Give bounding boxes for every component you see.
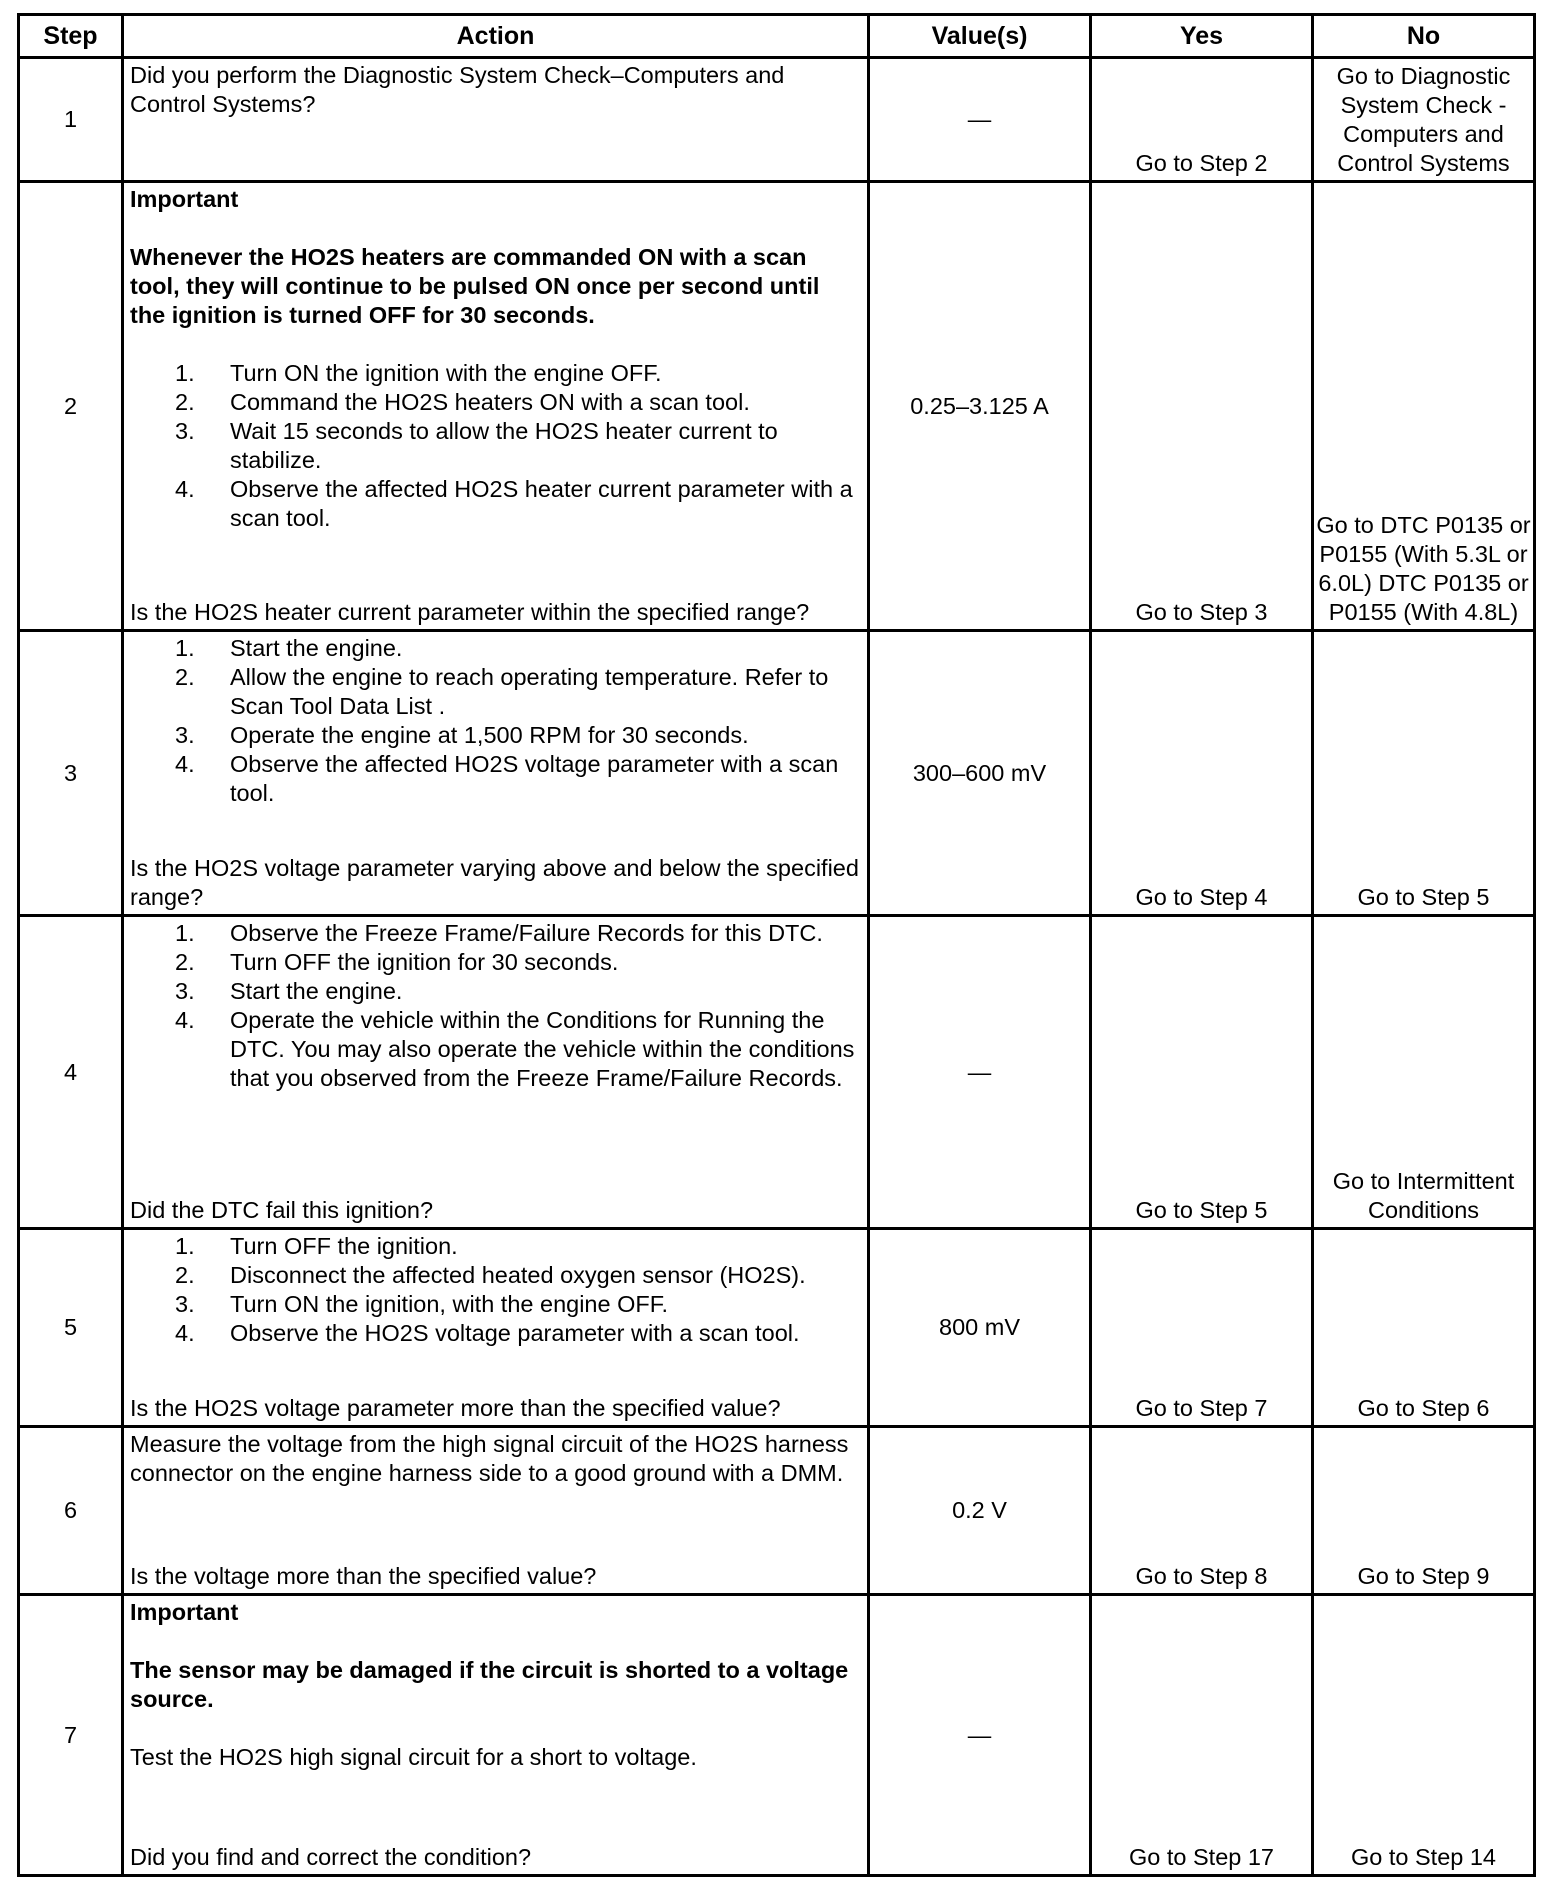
important-text: The sensor may be damaged if the circuit is shorted to a voltage source.	[130, 1657, 849, 1712]
yes-link[interactable]: Go to Step 8	[1091, 1427, 1313, 1595]
table-row	[19, 1427, 1535, 1595]
table-row	[19, 631, 1535, 916]
table-row	[19, 58, 1535, 182]
step-number: 6	[19, 1427, 123, 1595]
list-item: Observe the affected HO2S heater current parameter with a scan tool.	[230, 476, 853, 531]
procedure-list	[130, 359, 861, 533]
action-cell	[123, 916, 869, 1229]
yes-link[interactable]: Go to Step 3	[1091, 182, 1313, 631]
question-text: Is the HO2S heater current parameter within the specified range?	[130, 599, 810, 625]
step-number: 3	[19, 631, 123, 916]
header-row	[19, 15, 1535, 58]
list-item: Start the engine.	[230, 635, 403, 661]
value-cell: —	[869, 916, 1091, 1229]
step-number: 4	[19, 916, 123, 1229]
list-item: Turn OFF the ignition.	[230, 1233, 458, 1259]
question-text: Did the DTC fail this ignition?	[130, 1197, 434, 1223]
value-cell: 0.25–3.125 A	[869, 182, 1091, 631]
important-title: Important	[130, 186, 239, 212]
table-row	[19, 182, 1535, 631]
question-text: Did you find and correct the condition?	[130, 1844, 532, 1870]
procedure-list	[130, 919, 861, 1093]
list-item: Turn OFF the ignition for 30 seconds.	[230, 949, 619, 975]
list-item: Observe the Freeze Frame/Failure Records for this DTC.	[230, 920, 823, 946]
question-text: Is the HO2S voltage parameter varying above and below the specified range?	[130, 855, 859, 910]
yes-link[interactable]: Go to Step 5	[1091, 916, 1313, 1229]
no-link[interactable]: Go to Step 5	[1313, 631, 1535, 916]
diagnostic-table	[17, 13, 1536, 1877]
action-text: Measure the voltage from the high signal circuit of the HO2S harness connector on the engine harness side to a good ground with a DMM.	[130, 1431, 849, 1486]
action-text: Test the HO2S high signal circuit for a short to voltage.	[130, 1744, 697, 1770]
yes-link[interactable]: Go to Step 7	[1091, 1229, 1313, 1427]
list-item: Allow the engine to reach operating temperature. Refer to Scan Tool Data List .	[230, 664, 829, 719]
header-no: No	[1313, 15, 1535, 58]
list-item: Observe the affected HO2S voltage parameter with a scan tool.	[230, 751, 839, 806]
yes-link[interactable]: Go to Step 2	[1091, 58, 1313, 182]
important-text: Whenever the HO2S heaters are commanded ON with a scan tool, they will continue to be pulsed ON once per second until the ignition is turned OFF for 30 seconds.	[130, 244, 820, 328]
step-number: 1	[19, 58, 123, 182]
action-cell	[123, 631, 869, 916]
yes-link[interactable]: Go to Step 4	[1091, 631, 1313, 916]
no-link[interactable]: Go to Diagnostic System Check - Computers and Control Systems	[1313, 58, 1535, 182]
question-text: Is the voltage more than the specified value?	[130, 1563, 597, 1589]
no-link[interactable]: Go to Step 14	[1313, 1595, 1535, 1876]
value-cell: 300–600 mV	[869, 631, 1091, 916]
value-cell: 800 mV	[869, 1229, 1091, 1427]
header-yes: Yes	[1091, 15, 1313, 58]
value-cell: —	[869, 1595, 1091, 1876]
no-link[interactable]: Go to Step 6	[1313, 1229, 1535, 1427]
table-row	[19, 916, 1535, 1229]
step-number: 7	[19, 1595, 123, 1876]
list-item: Turn ON the ignition, with the engine OFF.	[230, 1291, 669, 1317]
list-item: Operate the engine at 1,500 RPM for 30 seconds.	[230, 722, 749, 748]
action-cell	[123, 182, 869, 631]
list-item: Turn ON the ignition with the engine OFF.	[230, 360, 662, 386]
value-cell: 0.2 V	[869, 1427, 1091, 1595]
action-cell	[123, 1427, 869, 1595]
step-number: 2	[19, 182, 123, 631]
no-link[interactable]: Go to Step 9	[1313, 1427, 1535, 1595]
list-item: Disconnect the affected heated oxygen sensor (HO2S).	[230, 1262, 806, 1288]
action-cell	[123, 1229, 869, 1427]
question-text: Is the HO2S voltage parameter more than the specified value?	[130, 1395, 781, 1421]
action-text: Did you perform the Diagnostic System Check–Computers and Control Systems?	[130, 62, 785, 117]
list-item: Start the engine.	[230, 978, 403, 1004]
table-row	[19, 1229, 1535, 1427]
header-step: Step	[19, 15, 123, 58]
list-item: Wait 15 seconds to allow the HO2S heater current to stabilize.	[230, 418, 778, 473]
procedure-list	[130, 1232, 861, 1348]
header-values: Value(s)	[869, 15, 1091, 58]
action-cell	[123, 58, 869, 182]
table-row	[19, 1595, 1535, 1876]
procedure-list	[130, 634, 861, 808]
no-link[interactable]: Go to Intermittent Conditions	[1313, 916, 1535, 1229]
list-item: Observe the HO2S voltage parameter with a scan tool.	[230, 1320, 800, 1346]
action-cell	[123, 1595, 869, 1876]
value-cell: —	[869, 58, 1091, 182]
list-item: Command the HO2S heaters ON with a scan tool.	[230, 389, 750, 415]
important-title: Important	[130, 1599, 239, 1625]
step-number: 5	[19, 1229, 123, 1427]
yes-link[interactable]: Go to Step 17	[1091, 1595, 1313, 1876]
header-action: Action	[123, 15, 869, 58]
list-item: Operate the vehicle within the Conditions for Running the DTC. You may also operate the vehicle within the conditions that you observed from the Freeze Frame/Failure Records.	[230, 1007, 855, 1091]
no-link[interactable]: Go to DTC P0135 or P0155 (With 5.3L or 6.0L) DTC P0135 or P0155 (With 4.8L)	[1313, 182, 1535, 631]
